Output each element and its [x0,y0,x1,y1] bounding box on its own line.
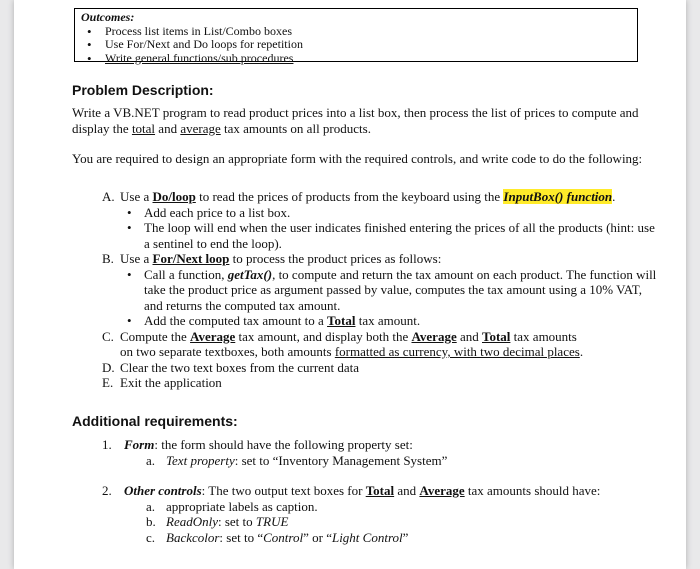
text-run: . [579,344,584,359]
text-run: on two separate textboxes, both amounts [120,344,335,359]
gettax-term: getTax() [227,266,273,282]
average-term: Average [411,328,457,344]
total-term: Total [365,483,395,498]
step-marker: C. [102,328,114,344]
outcomes-list [81,25,631,66]
text-run: and [394,483,420,498]
readonly-term: ReadOnly [166,514,218,529]
problem-paragraph-1 [72,105,652,137]
outcome-item [81,52,631,66]
outcomes-title: Outcomes: [81,10,135,24]
text-run: tax amounts [510,328,577,344]
steps-list [72,189,662,391]
outcome-item: • Process list items in List/Combo boxes [81,25,631,39]
step-b-bullet [72,267,662,314]
requirement-2c [72,530,662,546]
average-term: Average [190,328,236,344]
step-marker: B. [102,251,114,266]
text-run: . [612,189,616,204]
text-run: : the form should have the following property set: [154,437,413,452]
text-run: : The two output text boxes for [201,483,366,498]
step-a [72,189,662,205]
text-run: tax amount. [355,313,421,328]
text-run: tax amounts on all products. [220,121,371,136]
outcome-item: • Use For/Next and Do loops for repetition [81,38,631,52]
other-controls-term: Other controls [124,483,202,498]
do-loop-term: Do/loop [152,189,196,204]
average-term: Average [419,483,465,498]
text-run: Exit the application [120,375,222,390]
text-run: to read the prices of products from the keyboard using the [195,189,504,204]
text-run: Call a function, [144,266,228,282]
req-marker: a. [146,452,156,468]
requirement-2b [72,514,662,530]
step-b [72,251,662,267]
form-term: Form [124,437,155,452]
text-run: Write a VB.NET program to read product prices into a list box, then process the list of prices to compute and display the [72,105,639,136]
problem-heading: Problem Description: [72,82,214,98]
step-a-bullet [72,205,662,221]
requirement-1a [72,453,662,469]
req-marker: a. [146,498,156,514]
requirement-1 [72,437,662,453]
for-next-term: For/Next loop [152,251,230,266]
text-run: Clear the two text boxes from the current data [120,359,359,375]
text-run: ” [402,529,409,545]
total-term: Total [327,313,356,328]
text-property-term: Text property [166,452,235,468]
step-a-bullet [72,220,662,251]
average-term: average [180,121,221,136]
document-page [14,0,686,569]
step-marker: E. [102,375,114,390]
backcolor-term: Backcolor [166,529,220,545]
text-run: The loop will end when the user indicates finished entering the prices of all the products (hint: use a sentinel to end the loop). [144,220,655,251]
problem-paragraph-2: You are required to design an appropriate form with the required controls, and write code to do the following: [72,151,643,166]
text-run: : set to [217,514,256,529]
true-value: TRUE [255,514,289,529]
req-marker: 1. [102,437,112,452]
text-run: : set to “ [219,529,264,545]
req-marker: b. [146,514,156,529]
step-d [72,360,662,376]
text-run: , to compute and return the tax amount on each product. The function will take the product price as argument passed by value, computes the tax amount using a 10% VAT, and returns the computed tax amount. [144,266,657,313]
text-run: Add each price to a list box. [144,204,291,220]
text-run: Compute the [120,328,191,344]
light-control-value: Light Control [331,529,403,545]
text-run: and [456,328,482,344]
bullet-icon: • [127,266,132,282]
step-b-bullet [72,313,662,329]
text-run: tax amount, and display both the [235,328,412,344]
inputbox-term: InputBox() function [503,189,613,204]
req-marker: 2. [102,483,112,498]
step-marker: D. [102,359,115,375]
step-c [72,329,662,360]
text-run: and [155,121,181,136]
currency-format-term: formatted as currency, with two decimal places [334,344,580,359]
text-run: Add the computed tax amount to a [144,313,328,328]
text-run: : set to “Inventory Management System” [234,452,448,468]
outcomes-box [74,8,638,65]
total-term: Total [482,328,511,344]
text-run: Use a [120,189,153,204]
text-run: Use a [120,251,153,266]
control-value: Control [263,529,304,545]
bullet-icon: • [127,313,132,328]
requirement-2a [72,499,662,515]
text-run: ” or “ [303,529,332,545]
outcome-item-text: Write general functions/sub procedures [105,50,294,65]
bullet-icon: • [127,220,132,235]
requirement-2 [72,483,662,499]
additional-heading: Additional requirements: [72,413,238,429]
total-term: total [131,121,156,136]
bullet-icon: • [127,204,132,220]
step-marker: A. [102,189,115,204]
text-run: appropriate labels as caption. [166,498,318,514]
step-e [72,375,662,391]
requirements-list [72,437,662,545]
req-marker: c. [146,529,156,545]
text-run: to process the product prices as follows: [229,251,442,266]
text-run: tax amounts should have: [464,483,601,498]
